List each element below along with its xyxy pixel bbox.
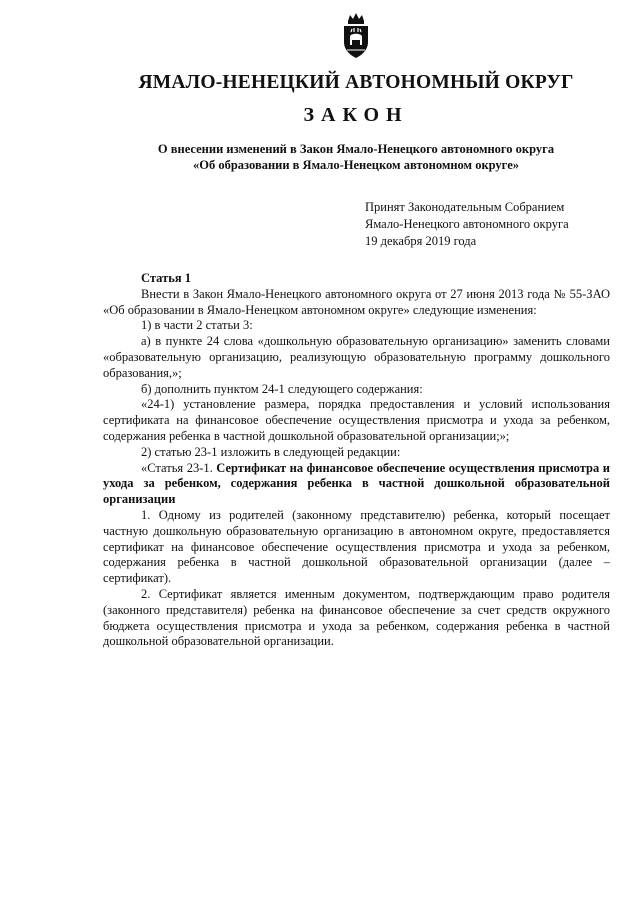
adoption-note-line-2: Ямало-Ненецкого автономного округа [365,217,569,231]
paragraph: 1. Одному из родителей (законному представителю) ребенка, который посещает частную дошкольную образовательную организацию в автономном округе, предоставляется сертификат на финансовое обеспечение осуществления присмотра и ухода за ребенком, содержания ребенка в частной дошкольной образовательной организации (далее – сертификат). [103,507,610,586]
paragraph: 2. Сертификат является именным документом, подтверждающим право родителя (законного представителя) ребенка на финансовое обеспечение за счет средств окружного бюджета осуществления присмотра и ухода за ребенком, содержания ребенка в частной дошкольной образовательной организации. [103,586,610,649]
article-1-body [103,271,610,650]
article-heading: Статья 1 [141,271,191,285]
paragraph: б) дополнить пунктом 24-1 следующего содержания: [141,381,423,396]
region-title: ЯМАЛО-НЕНЕЦКИЙ АВТОНОМНЫЙ ОКРУГ [138,72,574,93]
law-subject [0,141,640,173]
paragraph: «24-1) установление размера, порядка предоставления и условий использования сертификата на финансовое обеспечение осуществления присмотра и ухода за ребенком, содержания ребенка в частной дошкольной образовательной организации;»; [103,397,610,443]
adoption-note-line-1: Принят Законодательным Собранием [365,200,565,214]
paragraph: а) в пункте 24 слова «дошкольную образовательную организацию» заменить словами «образовательную организацию, реализующую образовательную программу дошкольного образования,»; [103,334,610,380]
paragraph: 1) в части 2 статьи 3: [141,318,253,333]
article-23-1-prefix: «Статья 23-1. [141,460,217,475]
law-subject-line-1: О внесении изменений в Закон Ямало-Ненецкого автономного округа [157,142,555,156]
paragraph: 2) статью 23-1 изложить в следующей редакции: [141,444,401,459]
article-23-1-title: Сертификат на финансовое обеспечение осуществления присмотра и ухода за ребенком, содержания ребенка в частной дошкольной образовательной организации [103,460,610,507]
article-23-1-heading [103,461,610,508]
coat-of-arms-icon [339,12,373,60]
adoption-date: 19 декабря 2019 года [365,234,477,248]
document-type-title: ЗАКОН [303,104,409,126]
paragraph: Внести в Закон Ямало-Ненецкого автономного округа от 27 июня 2013 года № 55-ЗАО «Об образовании в Ямало-Ненецком автономном округе» следующие изменения: [103,286,610,317]
adoption-note [365,199,569,250]
law-subject-line-2: «Об образовании в Ямало-Ненецком автономном округе» [193,158,519,172]
